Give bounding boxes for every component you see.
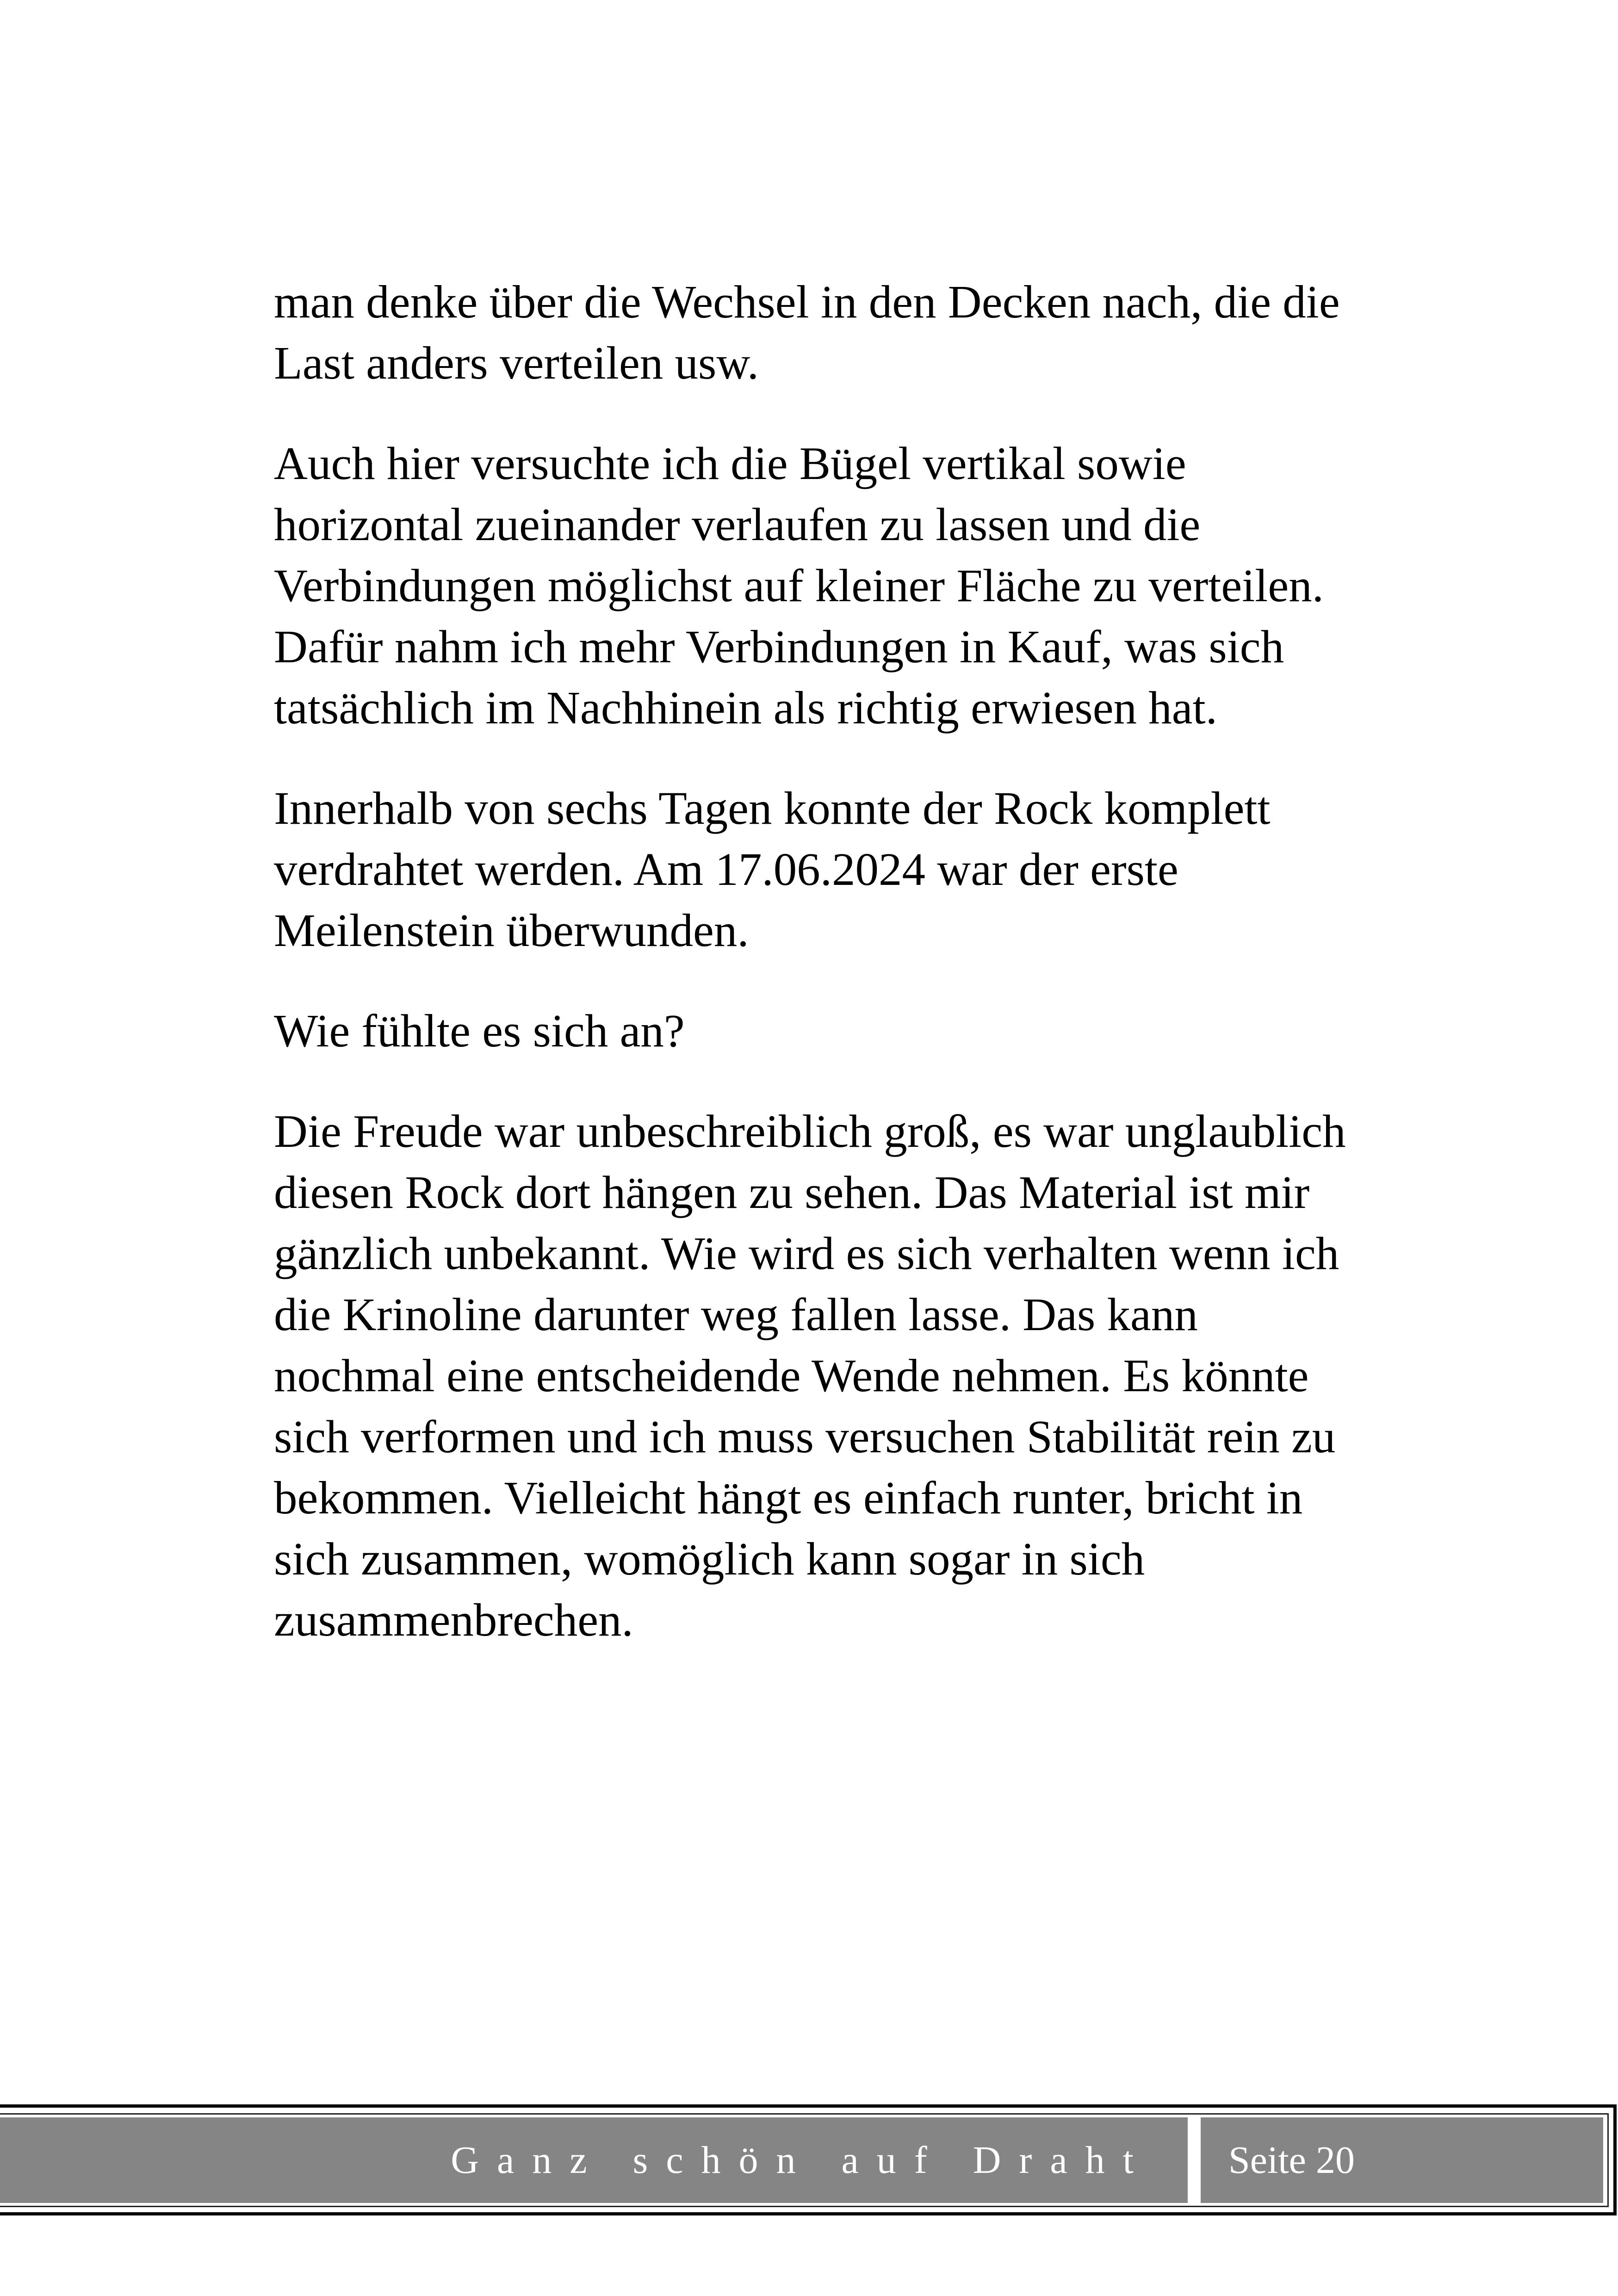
text-line: Wie fühlte es sich an? xyxy=(274,1005,685,1057)
text-line: verdrahtet werden. Am 17.06.2024 war der erste xyxy=(274,843,1178,895)
text-line: Dafür nahm ich mehr Verbindungen in Kauf, was sich xyxy=(274,621,1284,672)
footer-title: Ganz schön auf Draht xyxy=(451,2139,1152,2182)
body-text xyxy=(274,271,1394,1690)
text-line: Meilenstein überwunden. xyxy=(274,904,749,956)
paragraph xyxy=(274,1000,1394,1061)
paragraph xyxy=(274,271,1394,393)
text-line: man denke über die Wechsel in den Decken nach, die die xyxy=(274,276,1340,328)
text-line: tatsächlich im Nachhinein als richtig erwiesen hat. xyxy=(274,682,1217,734)
paragraph xyxy=(274,1101,1394,1650)
text-line: bekommen. Vielleicht hängt es einfach runter, bricht in xyxy=(274,1472,1303,1524)
page-footer xyxy=(0,2104,1617,2215)
text-line: sich verformen und ich muss versuchen Stabilität rein zu xyxy=(274,1411,1336,1462)
footer-frame xyxy=(0,2113,1609,2207)
text-line: Innerhalb von sechs Tagen konnte der Rock komplett xyxy=(274,782,1271,834)
text-line: horizontal zueinander verlaufen zu lassen und die xyxy=(274,498,1201,550)
footer-page-box xyxy=(1201,2117,1603,2203)
paragraph xyxy=(274,778,1394,961)
text-line: nochmal eine entscheidende Wende nehmen. Es könnte xyxy=(274,1350,1309,1401)
text-line: Auch hier versuchte ich die Bügel vertikal sowie xyxy=(274,437,1186,489)
footer-title-box xyxy=(0,2117,1188,2203)
paragraph xyxy=(274,433,1394,738)
text-line: sich zusammen, womöglich kann sogar in sich xyxy=(274,1533,1145,1585)
page-number: Seite 20 xyxy=(1228,2139,1355,2182)
text-line: Die Freude war unbeschreiblich groß, es war unglaublich xyxy=(274,1105,1346,1157)
text-line: gänzlich unbekannt. Wie wird es sich verhalten wenn ich xyxy=(274,1227,1339,1279)
text-line: die Krinoline darunter weg fallen lasse. Das kann xyxy=(274,1288,1198,1340)
text-line: diesen Rock dort hängen zu sehen. Das Material ist mir xyxy=(274,1166,1310,1218)
text-line: zusammenbrechen. xyxy=(274,1594,633,1646)
text-line: Last anders verteilen usw. xyxy=(274,337,759,389)
text-line: Verbindungen möglichst auf kleiner Fläche zu verteilen. xyxy=(274,560,1324,611)
